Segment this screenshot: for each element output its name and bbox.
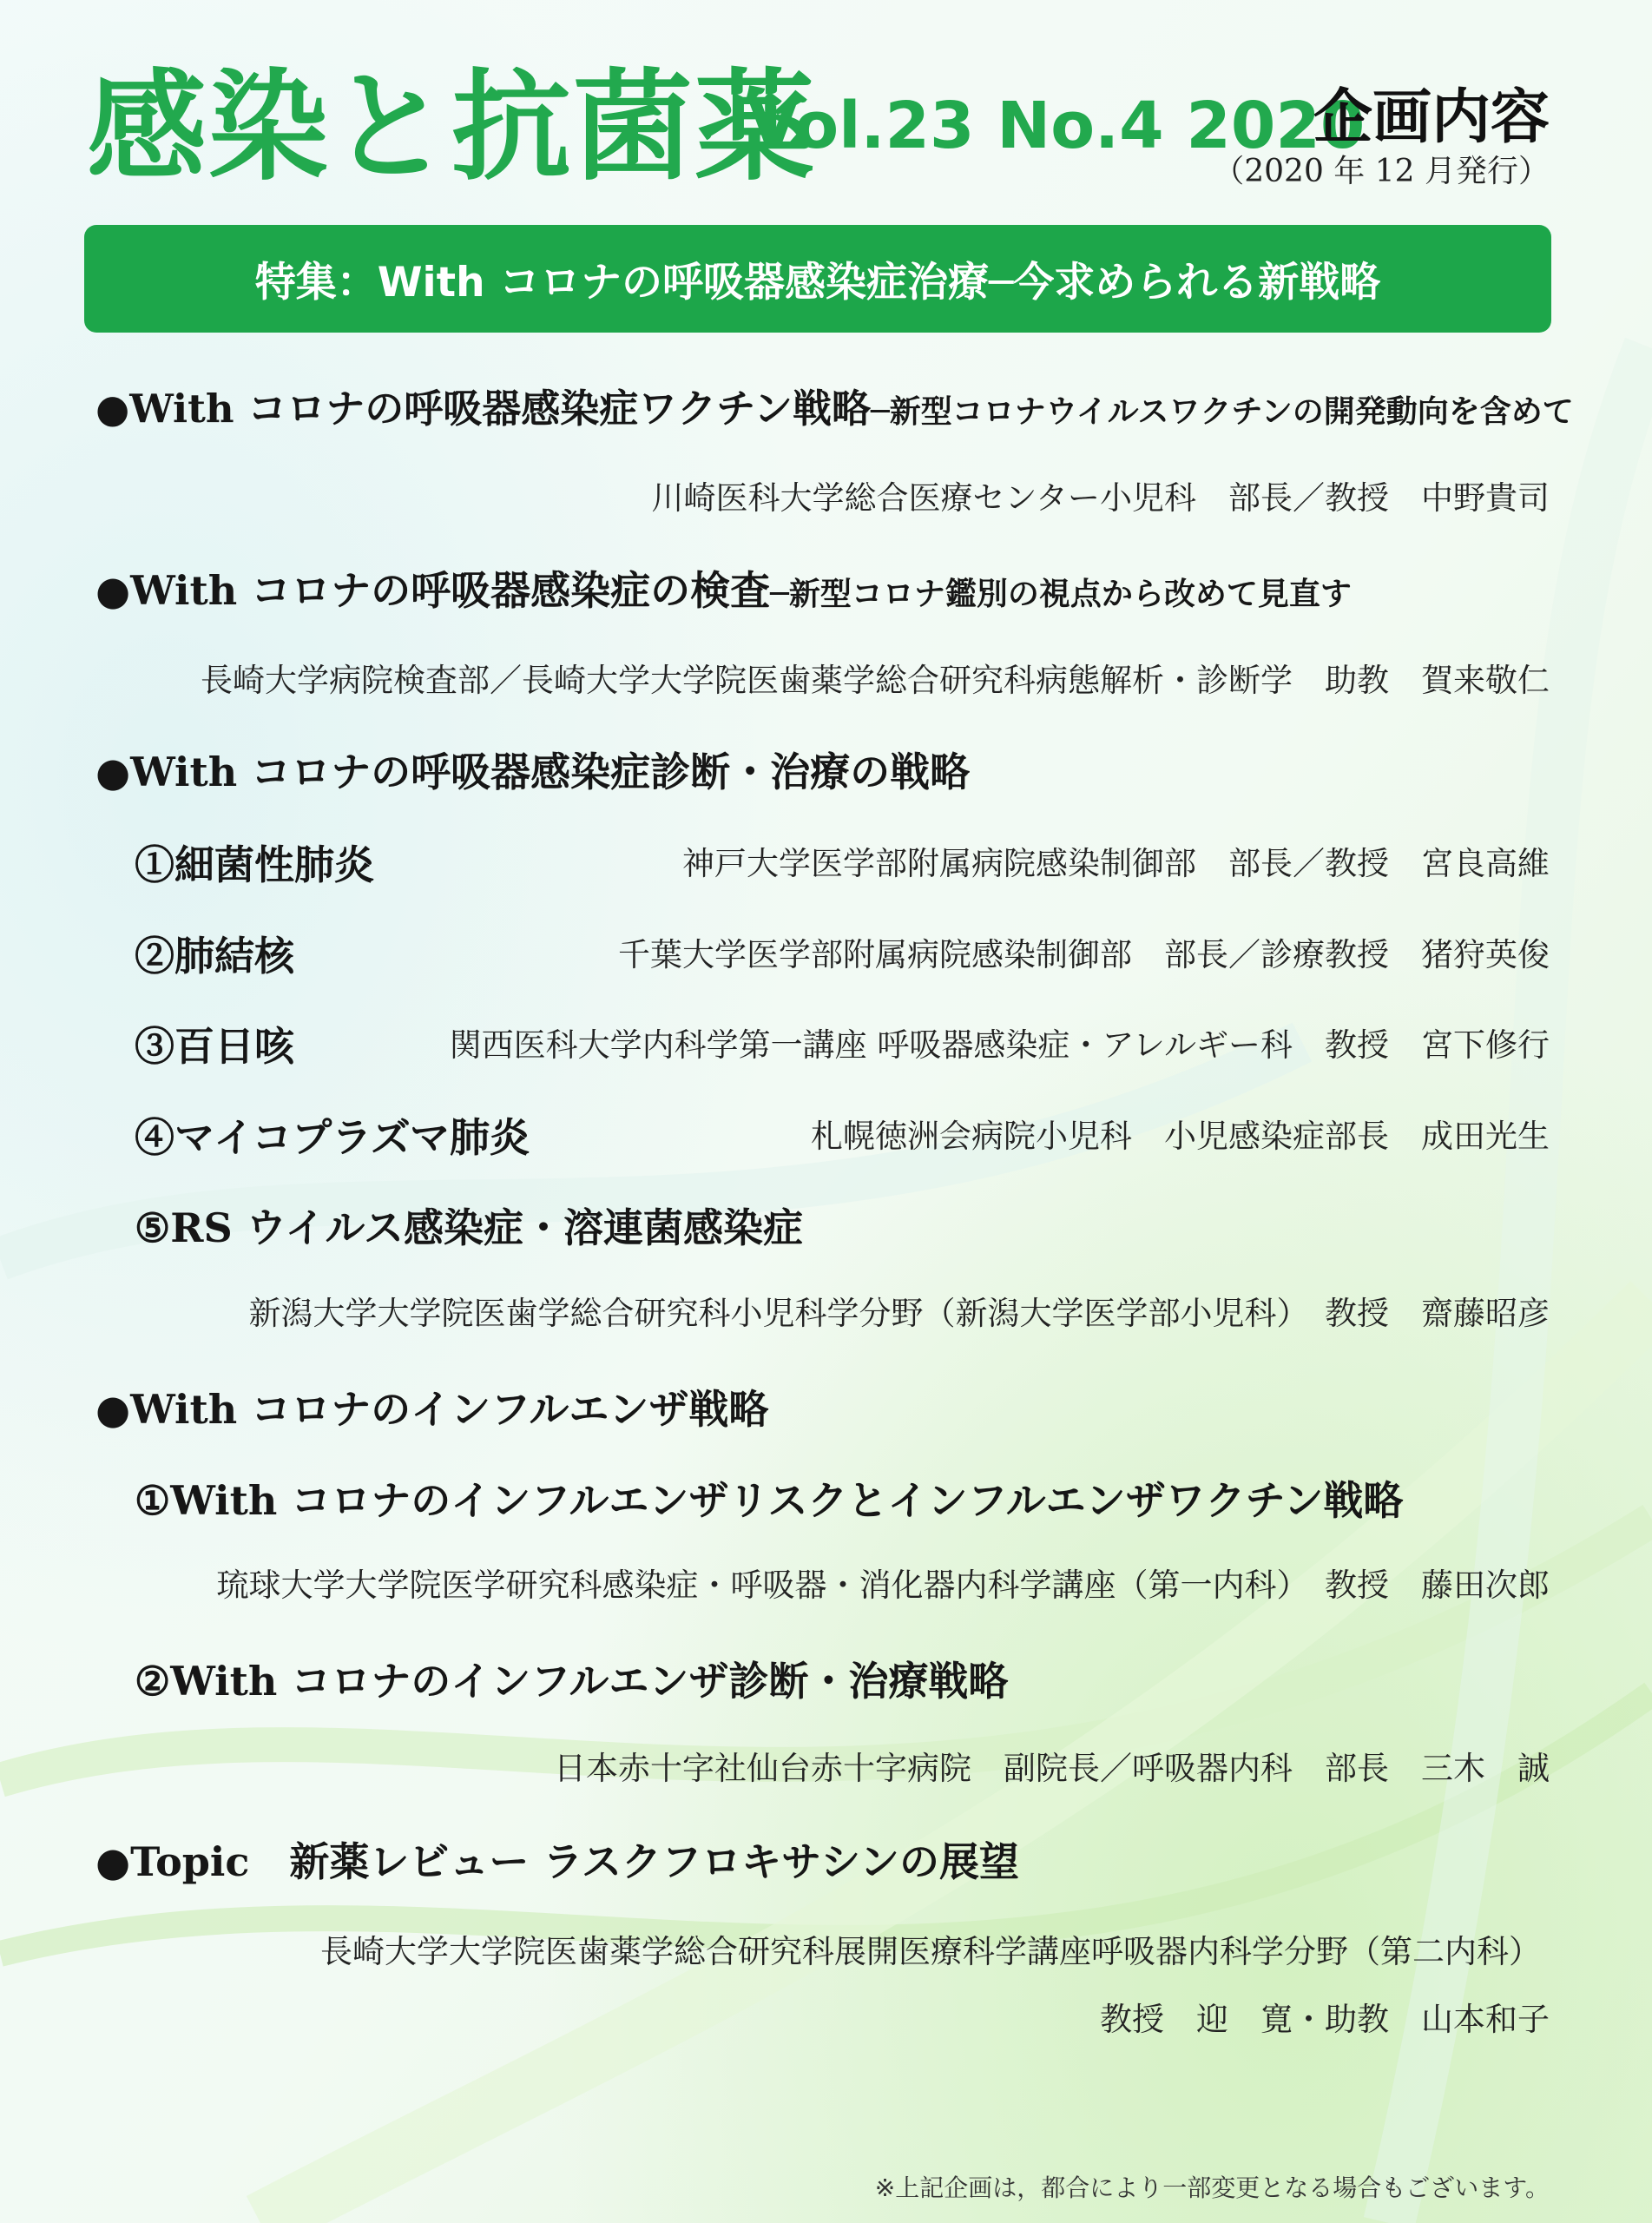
article-author-line: 教授 迎 寛・助教 山本和子 bbox=[1100, 2001, 1550, 2038]
article-subtitle: ─新型コロナ鑑別の視点から改めて見直す bbox=[770, 576, 1352, 612]
sub-article-author: 関西医科大学内科学第一講座 呼吸器感染症・アレルギー科 教授 宮下修行 bbox=[449, 1026, 1550, 1064]
article-heading bbox=[95, 567, 1352, 614]
article-author: 川崎医科大学総合医療センター小児科 部長／教授 中野貴司 bbox=[651, 479, 1550, 517]
article-title: ●With コロナの呼吸器感染症ワクチン戦略 bbox=[95, 386, 872, 432]
feature-banner bbox=[84, 225, 1551, 333]
footnote: ※上記企画は，都合により一部変更となる場合もございます。 bbox=[874, 2174, 1550, 2202]
article-author-line: 長崎大学大学院医歯薬学総合研究科展開医療科学講座呼吸器内科学分野（第二内科） bbox=[320, 1933, 1541, 1970]
plan-title: 企画内容 bbox=[1313, 83, 1550, 152]
article-subtitle: ─新型コロナウイルスワクチンの開発動向を含めて bbox=[871, 393, 1574, 430]
article-heading bbox=[95, 386, 1574, 432]
article-heading: ●With コロナの呼吸器感染症診断・治療の戦略 bbox=[95, 749, 971, 795]
sub-article-author: 札幌徳洲会病院小児科 小児感染症部長 成田光生 bbox=[811, 1118, 1550, 1155]
sub-article-author: 琉球大学大学院医学研究科感染症・呼吸器・消化器内科学講座（第一内科） 教授 藤田次郎 bbox=[216, 1567, 1550, 1604]
sub-article-author: 日本赤十字社仙台赤十字病院 副院長／呼吸器内科 部長 三木 誠 bbox=[554, 1750, 1550, 1787]
sub-article-author: 千葉大学医学部附属病院感染制御部 部長／診療教授 猪狩英俊 bbox=[618, 936, 1550, 973]
sub-article-author: 神戸大学医学部附属病院感染制御部 部長／教授 宮良高維 bbox=[682, 845, 1550, 882]
sub-article-title: ⑤RS ウイルス感染症・溶連菌感染症 bbox=[135, 1204, 803, 1251]
sub-article-title: ①With コロナのインフルエンザリスクとインフルエンザワクチン戦略 bbox=[135, 1477, 1404, 1524]
sub-article-title: ③百日咳 bbox=[135, 1023, 294, 1070]
issue-date: （2020 年 12 月発行） bbox=[1213, 154, 1550, 189]
sub-article-title: ②肺結核 bbox=[135, 933, 294, 980]
sub-article-title: ①細菌性肺炎 bbox=[135, 841, 374, 888]
sub-article-title: ②With コロナのインフルエンザ診断・治療戦略 bbox=[135, 1658, 1009, 1705]
article-heading: ●With コロナのインフルエンザ戦略 bbox=[95, 1386, 769, 1433]
article-heading: ●Topic 新薬レビュー ラスクフロキサシンの展望 bbox=[95, 1838, 1019, 1885]
feature-banner-text: 特集：With コロナの呼吸器感染症治療─今求められる新戦略 bbox=[254, 258, 1381, 307]
sub-article-title: ④マイコプラズマ肺炎 bbox=[135, 1114, 530, 1161]
volume-label: Vol.23 No.4 2020 bbox=[748, 89, 1366, 163]
article-title: ●With コロナの呼吸器感染症の検査 bbox=[95, 567, 771, 614]
article-author: 長崎大学病院検査部／長崎大学大学院医歯薬学総合研究科病態解析・診断学 助教 賀来敬仁 bbox=[201, 662, 1550, 699]
journal-title: 感染と抗菌薬 bbox=[87, 57, 817, 197]
sub-article-author: 新潟大学大学院医歯学総合研究科小児科学分野（新潟大学医学部小児科） 教授 齋藤昭彦 bbox=[248, 1295, 1550, 1332]
